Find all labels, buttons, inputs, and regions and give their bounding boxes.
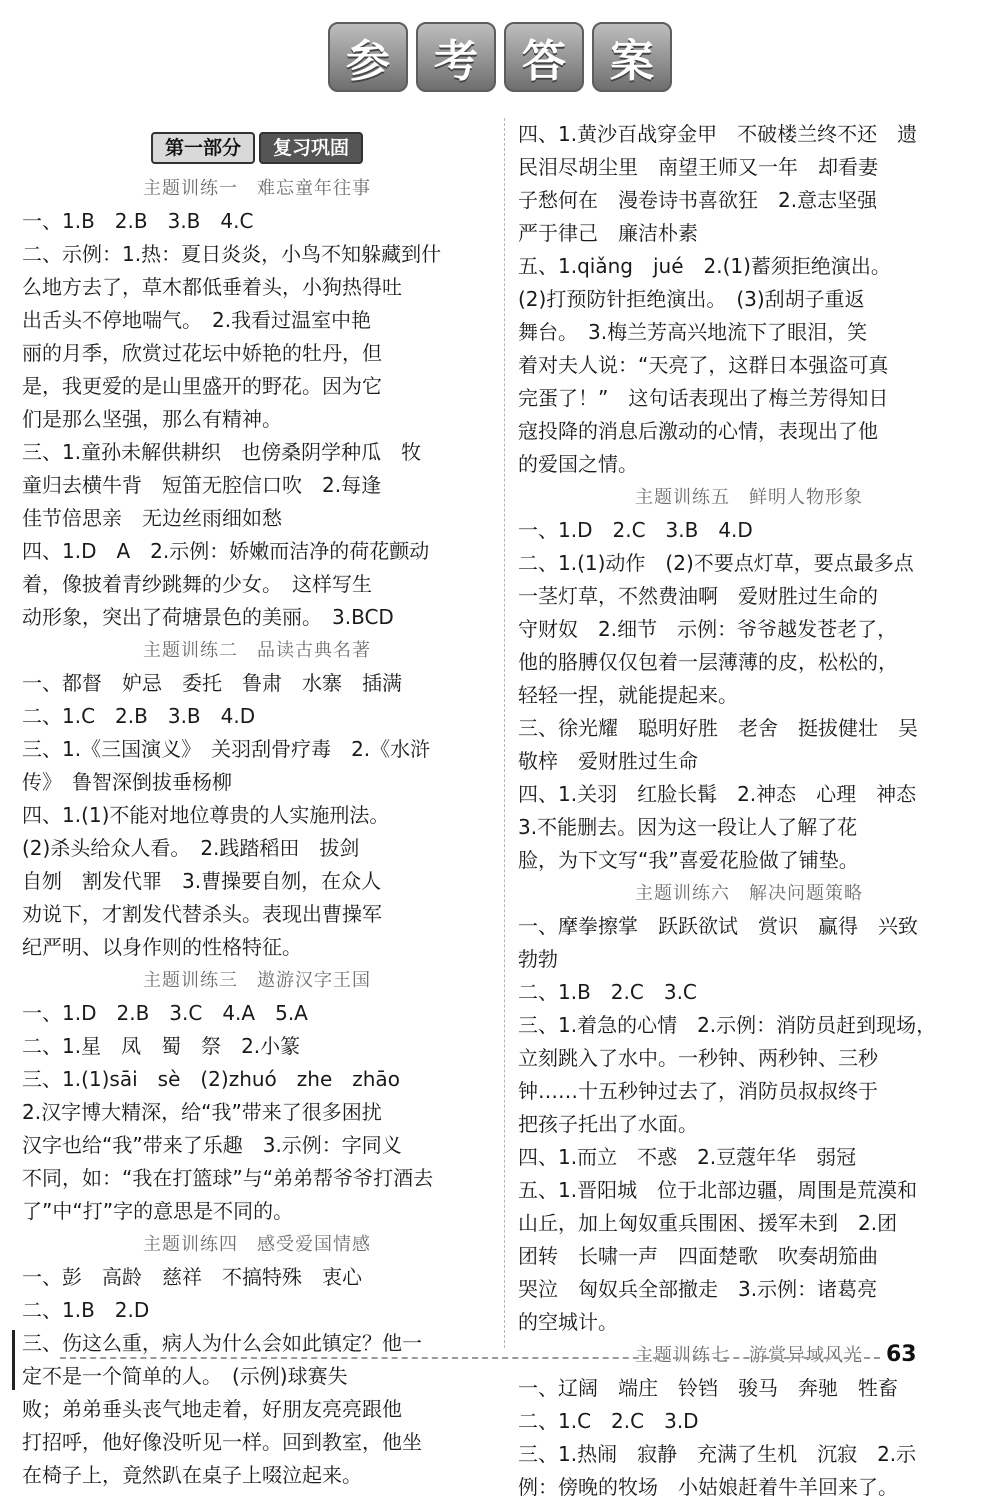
answer-line: 定不是一个简单的人。 (示例)球赛失 — [22, 1364, 348, 1388]
answer-line: 的爱国之情。 — [518, 452, 638, 476]
answer-line: 汉字也给“我”带来了乐趣 3.示例：字同义 — [22, 1133, 402, 1157]
answer-line: 出舌头不停地喘气。 2.我看过温室中艳 — [22, 308, 372, 332]
answer-line: 打招呼，他好像没听见一样。回到教室，他坐 — [22, 1430, 422, 1454]
answer-line: 子愁何在 漫卷诗书喜欲狂 2.意志坚强 — [518, 188, 878, 212]
answer-line: 一、辽阔 端庄 铃铛 骏马 奔驰 牲畜 — [518, 1376, 898, 1400]
answer-line: 团转 长啸一声 四面楚歌 吹奏胡笳曲 — [518, 1244, 878, 1268]
answer-line: 一茎灯草，不然费油啊 爱财胜过生命的 — [518, 584, 878, 608]
section-title: 主题训练二 品读古典名著 — [143, 640, 371, 661]
title-char: 案 — [592, 22, 672, 92]
left-answer-column — [22, 118, 492, 1492]
page-number: 63 — [886, 1342, 917, 1367]
answer-line: 三、1.着急的心情 2.示例：消防员赶到现场， — [518, 1013, 937, 1037]
answer-line: 自刎 割发代罪 3.曹操要自刎，在众人 — [22, 869, 382, 893]
right-blocks — [518, 118, 980, 1504]
right-answer-column — [518, 118, 980, 1504]
answer-line: 童归去横牛背 短笛无腔信口吹 2.每逢 — [22, 473, 382, 497]
answer-line: 严于律己 廉洁朴素 — [518, 221, 698, 245]
answer-line: 丽的月季，欣赏过花坛中娇艳的牡丹，但 — [22, 341, 382, 365]
answer-line: 勃勃 — [518, 947, 558, 971]
answer-line: 着对夫人说：“天亮了，这群日本强盗可真 — [518, 353, 889, 377]
answer-line: 五、1.qiǎng jué 2.(1)蓄须拒绝演出。 — [518, 254, 891, 278]
answer-line: 二、1.B 2.C 3.C — [518, 980, 697, 1004]
answer-line: 一、1.D 2.B 3.C 4.A 5.A — [22, 1001, 308, 1025]
answer-line: (2)杀头给众人看。 2.践踏稻田 拔剑 — [22, 836, 360, 860]
answer-line: 一、摩拳擦掌 跃跃欲试 赏识 赢得 兴致 — [518, 914, 918, 938]
answer-line: 二、1.C 2.C 3.D — [518, 1409, 699, 1433]
answer-line: 例：傍晚的牧场 小姑娘赶着牛羊回来了。 — [518, 1475, 898, 1499]
answer-line: 动形象，突出了荷塘景色的美丽。 3.BCD — [22, 605, 394, 629]
answer-line: 四、1.(1)不能对地位尊贵的人实施刑法。 — [22, 803, 390, 827]
answer-line: 三、徐光耀 聪明好胜 老舍 挺拔健壮 吴 — [518, 716, 918, 740]
answer-line: 劝说下，才割发代替杀头。表现出曹操军 — [22, 902, 382, 926]
answer-line: 的空城计。 — [518, 1310, 618, 1334]
answer-line: 是，我更爱的是山里盛开的野花。因为它 — [22, 374, 382, 398]
answer-line: 寇投降的消息后激动的心情，表现出了他 — [518, 419, 878, 443]
answer-line: (2)打预防针拒绝演出。 (3)刮胡子重返 — [518, 287, 865, 311]
answer-line: 四、1.黄沙百战穿金甲 不破楼兰终不还 遗 — [518, 122, 918, 146]
answer-line: 败；弟弟垂头丧气地走着，好朋友亮亮跟他 — [22, 1397, 402, 1421]
part-subtitle: 复习巩固 — [259, 132, 363, 164]
answer-line: 守财奴 2.细节 示例：爷爷越发苍老了， — [518, 617, 898, 641]
section-title: 主题训练三 遨游汉字王国 — [143, 970, 371, 991]
section-title: 主题训练六 解决问题策略 — [635, 883, 863, 904]
answer-line: 五、1.晋阳城 位于北部边疆，周围是荒漠和 — [518, 1178, 918, 1202]
answer-line: 二、1.C 2.B 3.B 4.D — [22, 704, 256, 728]
title-char: 参 — [328, 22, 408, 92]
answer-line: 3.不能删去。因为这一段让人了解了花 — [518, 815, 858, 839]
answer-key-title — [0, 22, 1000, 92]
left-blocks — [22, 172, 492, 1492]
answer-line: 敬梓 爱财胜过生命 — [518, 749, 698, 773]
answer-line: 2.汉字博大精深，给“我”带来了很多困扰 — [22, 1100, 382, 1124]
answer-line: 二、1.B 2.D — [22, 1298, 150, 1322]
section-title: 主题训练四 感受爱国情感 — [143, 1234, 371, 1255]
answer-line: 三、1.《三国演义》 关羽刮骨疗毒 2.《水浒 — [22, 737, 431, 761]
answer-line: 轻轻一捏，就能提起来。 — [518, 683, 738, 707]
answer-line: 哭泣 匈奴兵全部撤走 3.示例：诸葛亮 — [518, 1277, 878, 1301]
answer-line: 们是那么坚强，那么有精神。 — [22, 407, 282, 431]
answer-line: 二、1.(1)动作 (2)不要点灯草，要点最多点 — [518, 551, 914, 575]
answer-line: 立刻跳入了水中。一秒钟、两秒钟、三秒 — [518, 1046, 878, 1070]
answer-line: 一、彭 高龄 慈祥 不搞特殊 衷心 — [22, 1265, 362, 1289]
answer-line: 四、1.D A 2.示例：娇嫩而洁净的荷花颤动 — [22, 539, 430, 563]
answer-line: 二、示例：1.热：夏日炎炎，小鸟不知躲藏到什 — [22, 242, 442, 266]
answer-line: 纪严明、以身作则的性格特征。 — [22, 935, 302, 959]
answer-line: 三、伤这么重，病人为什么会如此镇定？他一 — [22, 1331, 422, 1355]
answer-line: 脸，为下文写“我”喜爱花脸做了铺垫。 — [518, 848, 859, 872]
section-title: 主题训练七 游赏异域风光 — [635, 1345, 863, 1366]
part-label: 第一部分 — [151, 132, 255, 164]
answer-line: 一、1.B 2.B 3.B 4.C — [22, 209, 254, 233]
answer-line: 么地方去了，草木都低垂着头，小狗热得吐 — [22, 275, 402, 299]
section-title: 主题训练一 难忘童年往事 — [143, 178, 371, 199]
answer-line: 着，像披着青纱跳舞的少女。 这样写生 — [22, 572, 372, 596]
answer-line: 他的胳膊仅仅包着一层薄薄的皮，松松的， — [518, 650, 898, 674]
answer-line: 佳节倍思亲 无边丝雨细如愁 — [22, 506, 282, 530]
answer-line: 三、1.(1)sāi sè (2)zhuó zhe zhāo — [22, 1067, 400, 1091]
answer-line: 钟……十五秒钟过去了，消防员叔叔终于 — [518, 1079, 878, 1103]
answer-line: 了”中“打”字的意思是不同的。 — [22, 1199, 294, 1223]
answer-line: 一、都督 妒忌 委托 鲁肃 水寨 插满 — [22, 671, 402, 695]
answer-line: 在椅子上，竟然趴在桌子上啜泣起来。 — [22, 1463, 362, 1487]
title-char: 考 — [416, 22, 496, 92]
answer-line: 四、1.关羽 红脸长髯 2.神态 心理 神态 — [518, 782, 917, 806]
answer-line: 二、1.星 凤 蜀 祭 2.小篆 — [22, 1034, 301, 1058]
footer-rule — [60, 1357, 880, 1359]
part-banner — [22, 130, 492, 166]
title-char: 答 — [504, 22, 584, 92]
answer-line: 民泪尽胡尘里 南望王师又一年 却看妻 — [518, 155, 878, 179]
margin-mark — [12, 1330, 15, 1390]
answer-line: 三、1.童孙未解供耕织 也傍桑阴学种瓜 牧 — [22, 440, 422, 464]
answer-line: 一、1.D 2.C 3.B 4.D — [518, 518, 753, 542]
answer-line: 传》 鲁智深倒拔垂杨柳 — [22, 770, 232, 794]
answer-line: 把孩子托出了水面。 — [518, 1112, 698, 1136]
column-divider — [504, 118, 505, 1348]
answer-line: 完蛋了！” 这句话表现出了梅兰芳得知日 — [518, 386, 889, 410]
answer-line: 三、1.热闹 寂静 充满了生机 沉寂 2.示 — [518, 1442, 917, 1466]
answer-line: 四、1.而立 不惑 2.豆蔻年华 弱冠 — [518, 1145, 857, 1169]
answer-line: 不同，如：“我在打篮球”与“弟弟帮爷爷打酒去 — [22, 1166, 434, 1190]
section-title: 主题训练五 鲜明人物形象 — [635, 487, 863, 508]
answer-line: 山丘，加上匈奴重兵围困、援军未到 2.团 — [518, 1211, 898, 1235]
answer-line: 舞台。 3.梅兰芳高兴地流下了眼泪，笑 — [518, 320, 868, 344]
